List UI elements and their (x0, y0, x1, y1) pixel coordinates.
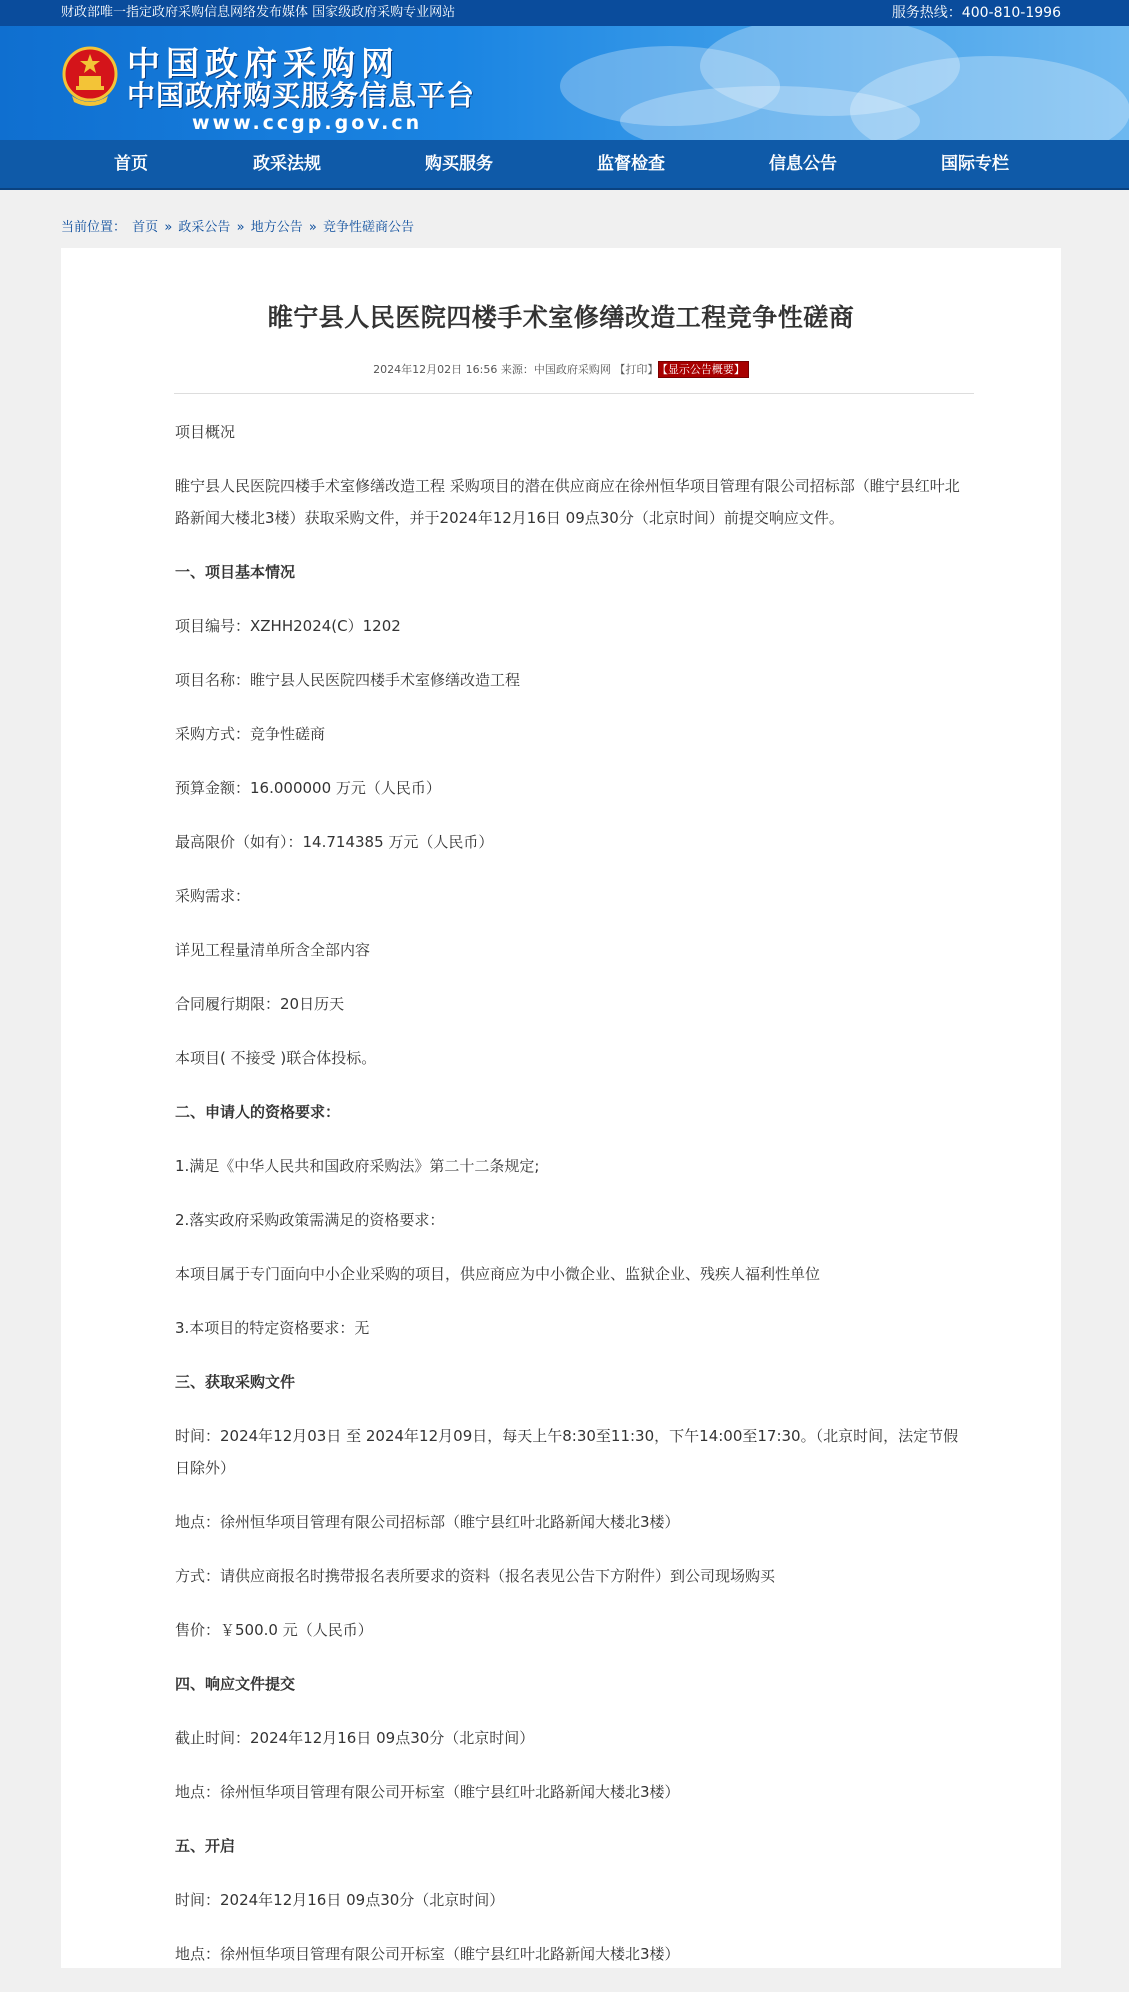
paragraph: 地点：徐州恒华项目管理有限公司开标室（睢宁县红叶北路新闻大楼北3楼） (175, 1783, 680, 1801)
paragraph: 3.本项目的特定资格要求：无 (175, 1319, 370, 1337)
national-emblem-icon (62, 46, 118, 108)
paragraph: 本项目属于专门面向中小企业采购的项目，供应商应为中小微企业、监狱企业、残疾人福利性单位 (175, 1265, 821, 1283)
breadcrumb-sep: » (308, 220, 317, 235)
site-url: www.ccgp.gov.cn (192, 112, 423, 134)
breadcrumb-sep: » (236, 220, 245, 235)
section-heading: 四、响应文件提交 (175, 1675, 296, 1693)
article-panel (61, 248, 1061, 1968)
nav-international[interactable]: 国际专栏 (941, 154, 1009, 174)
site-title: 中国政府采购网 (127, 44, 400, 83)
breadcrumb-local[interactable]: 地方公告 (250, 220, 303, 235)
paragraph: 采购方式：竞争性磋商 (175, 725, 326, 743)
site-subtitle: 中国政府购买服务信息平台 (127, 79, 476, 112)
paragraph: 采购需求： (175, 887, 251, 905)
article-body (175, 416, 970, 1992)
main-nav (0, 140, 1129, 190)
paragraph: 项目编号：XZHH2024(C）1202 (175, 617, 401, 635)
paragraph: 1.满足《中华人民共和国政府采购法》第二十二条规定; (175, 1157, 540, 1175)
nav-home[interactable]: 首页 (114, 154, 148, 174)
paragraph: 预算金额：16.000000 万元（人民币） (175, 779, 441, 797)
service-hotline: 服务热线：400-810-1996 (891, 5, 1061, 21)
article-title: 睢宁县人民医院四楼手术室修缮改造工程竞争性磋商 (267, 303, 855, 332)
paragraph: 时间：2024年12月03日 至 2024年12月09日，每天上午8:30至11:30，下午14:00至17:30。（北京时间，法定节假日除外） (175, 1427, 959, 1477)
paragraph: 截止时间：2024年12月16日 09点30分（北京时间） (175, 1729, 535, 1747)
nav-supervision[interactable]: 监督检查 (597, 154, 665, 174)
nav-regulations[interactable]: 政采法规 (253, 154, 321, 174)
paragraph: 时间：2024年12月16日 09点30分（北京时间） (175, 1891, 505, 1909)
paragraph: 方式：请供应商报名时携带报名表所要求的资料（报名表见公告下方附件）到公司现场购买 (175, 1567, 776, 1585)
show-summary-button[interactable]: 【显示公告概要】 (658, 361, 749, 378)
paragraph: 项目概况 (175, 423, 236, 441)
paragraph: 合同履行期限：20日历天 (175, 995, 345, 1013)
paragraph: 售价：￥500.0 元（人民币） (175, 1621, 373, 1639)
section-heading: 三、获取采购文件 (175, 1373, 296, 1391)
breadcrumb (61, 216, 416, 235)
breadcrumb-home[interactable]: 首页 (132, 220, 159, 235)
breadcrumb-sep: » (164, 220, 173, 235)
paragraph: 地点：徐州恒华项目管理有限公司开标室（睢宁县红叶北路新闻大楼北3楼） (175, 1945, 680, 1963)
section-heading: 二、申请人的资格要求： (175, 1103, 341, 1121)
title-divider (174, 393, 974, 394)
top-bar-slogan: 财政部唯一指定政府采购信息网络发布媒体 国家级政府采购专业网站 (61, 5, 456, 20)
paragraph: 详见工程量清单所含全部内容 (175, 941, 371, 959)
site-banner (0, 26, 1129, 140)
article-meta (61, 361, 1061, 377)
breadcrumb-current[interactable]: 竞争性磋商公告 (322, 220, 414, 235)
breadcrumb-procurement[interactable]: 政采公告 (178, 220, 231, 235)
paragraph: 地点：徐州恒华项目管理有限公司招标部（睢宁县红叶北路新闻大楼北3楼） (175, 1513, 680, 1531)
paragraph: 2.落实政府采购政策需满足的资格要求： (175, 1211, 445, 1229)
paragraph: 项目名称：睢宁县人民医院四楼手术室修缮改造工程 (175, 671, 521, 689)
nav-purchase-services[interactable]: 购买服务 (425, 154, 493, 174)
article-meta-text: 2024年12月02日 16:56 来源：中国政府采购网 【打印】 (373, 363, 659, 376)
breadcrumb-label: 当前位置： (61, 220, 127, 235)
section-heading: 一、项目基本情况 (175, 563, 296, 581)
paragraph: 最高限价（如有）：14.714385 万元（人民币） (175, 833, 494, 851)
section-heading: 五、开启 (175, 1837, 236, 1855)
nav-announcements[interactable]: 信息公告 (769, 154, 837, 174)
top-bar (0, 0, 1129, 26)
paragraph: 睢宁县人民医院四楼手术室修缮改造工程 采购项目的潜在供应商应在徐州恒华项目管理有限公司招标部（睢宁县红叶北路新闻大楼北3楼）获取采购文件，并于2024年12月16日 09点30分（北京时间）前提交响应文件。 (175, 477, 960, 527)
paragraph: 本项目( 不接受 )联合体投标。 (175, 1049, 377, 1067)
